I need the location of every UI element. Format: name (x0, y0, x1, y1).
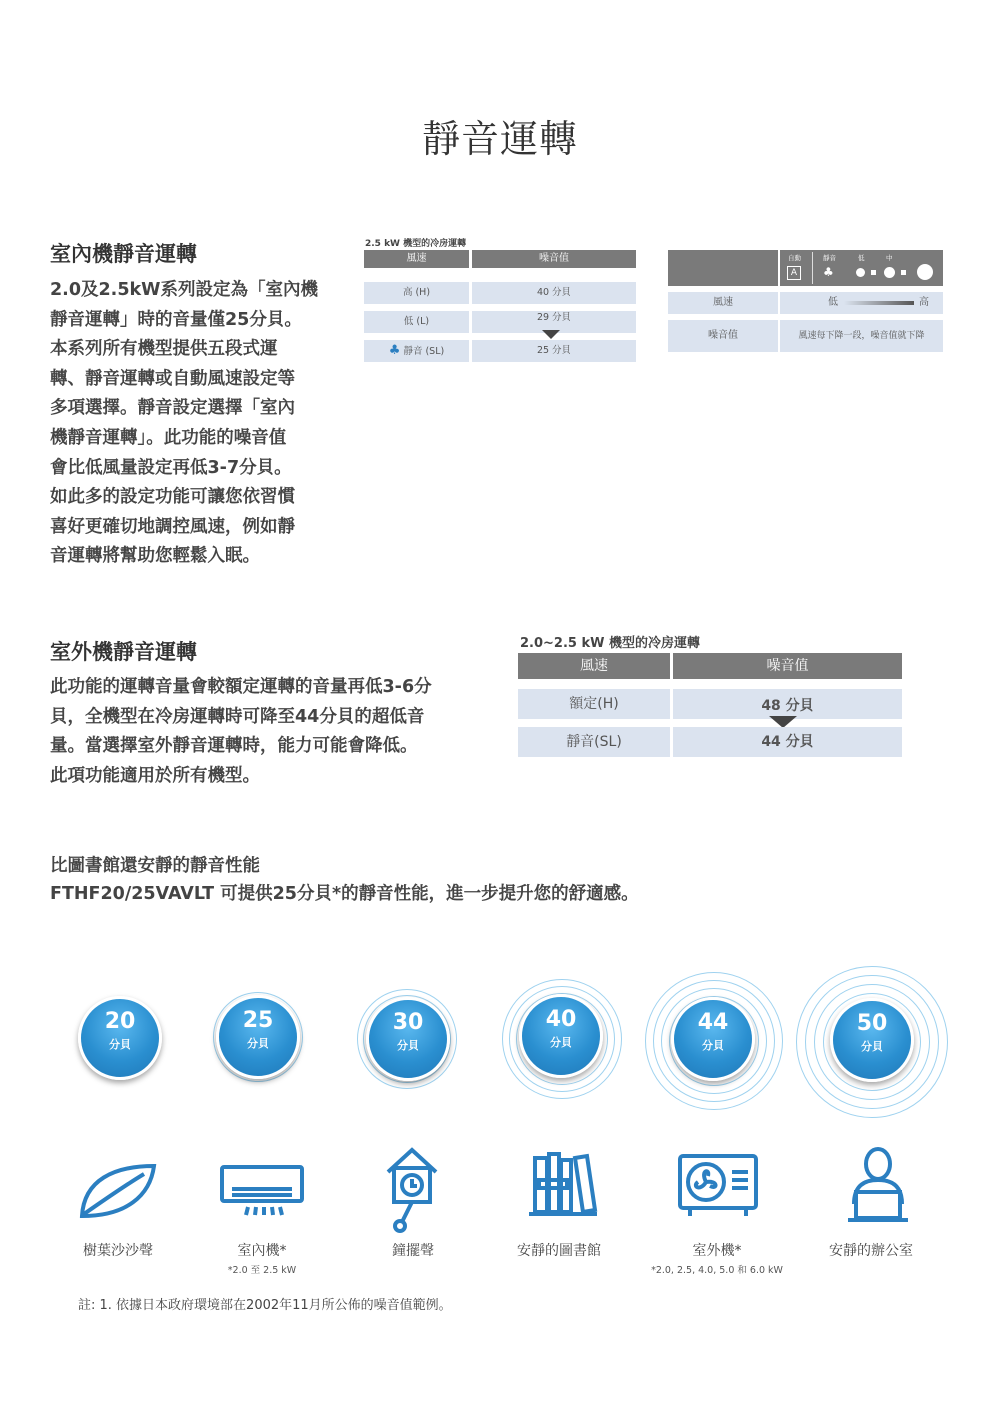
outdoor-row-noise: 44 分貝 (673, 727, 902, 757)
indoor-paragraph (50, 276, 350, 572)
level-unit: 分貝 (109, 1038, 131, 1051)
level-unit: 分貝 (550, 1036, 572, 1049)
level-disc-25 (216, 995, 300, 1079)
outdoor-paragraph (50, 673, 490, 791)
step-dot-icon (901, 270, 906, 275)
level-disc-44 (671, 997, 755, 1081)
mode-label-auto: 自動 (788, 254, 801, 262)
level-disc-40 (519, 994, 603, 1078)
fan-mid-icon (884, 267, 895, 278)
indoor-row-noise: 40 分貝 (472, 282, 636, 304)
outdoor-row-speed: 靜音(SL) (518, 727, 670, 757)
indoor-table-header-speed: 風速 (364, 250, 469, 268)
indoor-line: 會比低風量設定再低3-7分貝。 (50, 457, 292, 478)
indoor-line: 多項選擇。靜音設定選擇「室內 (50, 398, 295, 419)
cuckoo-clock-icon (384, 1146, 440, 1234)
outdoor-line: 量。當選擇室外靜音運轉時，能力可能會降低。 (50, 736, 418, 757)
level-value: 30 (392, 1010, 424, 1035)
indoor-row-speed: 高 (H) (364, 282, 469, 304)
indoor-line: 靜音運轉」時的音量僅25分貝。 (50, 309, 302, 330)
level-sub: *2.0 至 2.5 kW (227, 1265, 297, 1276)
indoor-line: 2.0及2.5kW系列設定為「室內機 (50, 280, 318, 300)
level-unit: 分貝 (247, 1037, 269, 1050)
fan-high-icon (917, 264, 933, 280)
fan-mode-strip (780, 250, 943, 286)
office-worker-icon (842, 1144, 914, 1226)
fan-low-icon (856, 268, 865, 277)
quiet-mode-icon: ♣ (388, 343, 401, 358)
mode-label-mid: 中 (886, 254, 893, 262)
speed-gradient-bar (844, 301, 914, 305)
mode-label-quiet: 靜音 (823, 254, 836, 262)
level-label: 安靜的圖書館 (517, 1243, 601, 1259)
level-label: 室內機* (237, 1243, 287, 1259)
level-value: 44 (697, 1010, 729, 1035)
level-label: 室外機* (692, 1243, 742, 1259)
indoor-line: 轉、靜音運轉或自動風速設定等 (50, 368, 295, 389)
indoor-line: 本系列所有機型提供五段式運 (50, 339, 278, 360)
indoor-heading: 室內機靜音運轉 (50, 242, 197, 266)
outdoor-table-caption: 2.0~2.5 kW 機型的冷房運轉 (520, 636, 700, 651)
library-heading: 比圖書館還安靜的靜音性能 (50, 856, 260, 876)
level-unit: 分貝 (702, 1039, 724, 1052)
mode-divider (812, 252, 813, 284)
level-disc-20 (78, 996, 162, 1080)
level-unit: 分貝 (397, 1039, 419, 1052)
level-value: 50 (856, 1011, 888, 1036)
indoor-table-header-noise: 噪音值 (472, 250, 636, 268)
level-value: 40 (545, 1007, 577, 1032)
quiet-mode-icon: ♣ (823, 265, 834, 279)
scale-high-label: 高 (919, 297, 929, 308)
level-sub: *2.0, 2.5, 4.0, 5.0 和 6.0 kW (651, 1265, 783, 1276)
fan-table-corner (668, 250, 778, 286)
fan-row-noise-label: 噪音值 (668, 320, 778, 352)
indoor-row-speed-cell (364, 340, 469, 362)
level-value: 20 (104, 1009, 136, 1034)
footnote: 註: 1. 依據日本政府環境部在2002年11月所公佈的噪音值範例。 (78, 1298, 452, 1313)
outdoor-line: 此項功能適用於所有機型。 (50, 765, 260, 786)
level-label: 樹葉沙沙聲 (83, 1243, 153, 1259)
fan-row-speed-scale (780, 292, 943, 314)
level-disc-50 (830, 998, 914, 1082)
indoor-unit-icon (218, 1163, 308, 1221)
mode-label-low: 低 (858, 254, 865, 262)
indoor-line: 機靜音運轉」。此功能的噪音值 (50, 427, 287, 448)
level-value: 25 (242, 1008, 274, 1033)
fan-row-speed-label: 風速 (668, 292, 778, 314)
outdoor-table-header-noise: 噪音值 (673, 653, 902, 679)
outdoor-unit-icon (676, 1150, 760, 1218)
indoor-row-speed: 低 (L) (364, 311, 469, 333)
level-label: 安靜的辦公室 (829, 1243, 913, 1259)
decrease-arrow-icon (542, 330, 560, 339)
outdoor-table-header-speed: 風速 (518, 653, 670, 679)
library-subheading: FTHF20/25VAVLT 可提供25分貝*的靜音性能，進一步提升您的舒適感。 (50, 884, 639, 904)
indoor-row-speed: 靜音 (SL) (403, 346, 445, 357)
indoor-line: 如此多的設定功能可讓您依習慣 (50, 487, 295, 508)
outdoor-row-speed: 額定(H) (518, 689, 670, 719)
level-unit: 分貝 (861, 1040, 883, 1053)
fan-row-noise-value: 風速每下降一段，噪音值就下降 (780, 320, 943, 352)
outdoor-line: 此功能的運轉音量會較額定運轉的音量再低3-6分 (50, 677, 432, 697)
indoor-line: 音運轉將幫助您輕鬆入眠。 (50, 546, 260, 567)
level-label: 鐘擺聲 (392, 1243, 434, 1259)
scale-low-label: 低 (828, 297, 838, 308)
indoor-row-noise: 25 分貝 (472, 340, 636, 362)
library-books-icon (527, 1150, 599, 1218)
leaf-icon (74, 1160, 158, 1220)
auto-mode-icon: A (787, 266, 801, 280)
indoor-row-noise: 29 分貝 (536, 312, 572, 323)
indoor-line: 喜好更確切地調控風速，例如靜 (50, 516, 295, 537)
step-dot-icon (871, 270, 876, 275)
outdoor-row-noise: 48 分貝 (673, 689, 902, 719)
level-disc-30 (366, 997, 450, 1081)
outdoor-line: 貝，全機型在冷房運轉時可降至44分貝的超低音 (50, 706, 425, 727)
indoor-table-caption: 2.5 kW 機型的冷房運轉 (365, 239, 467, 249)
page-title: 靜音運轉 (421, 117, 578, 161)
outdoor-heading: 室外機靜音運轉 (50, 640, 197, 664)
